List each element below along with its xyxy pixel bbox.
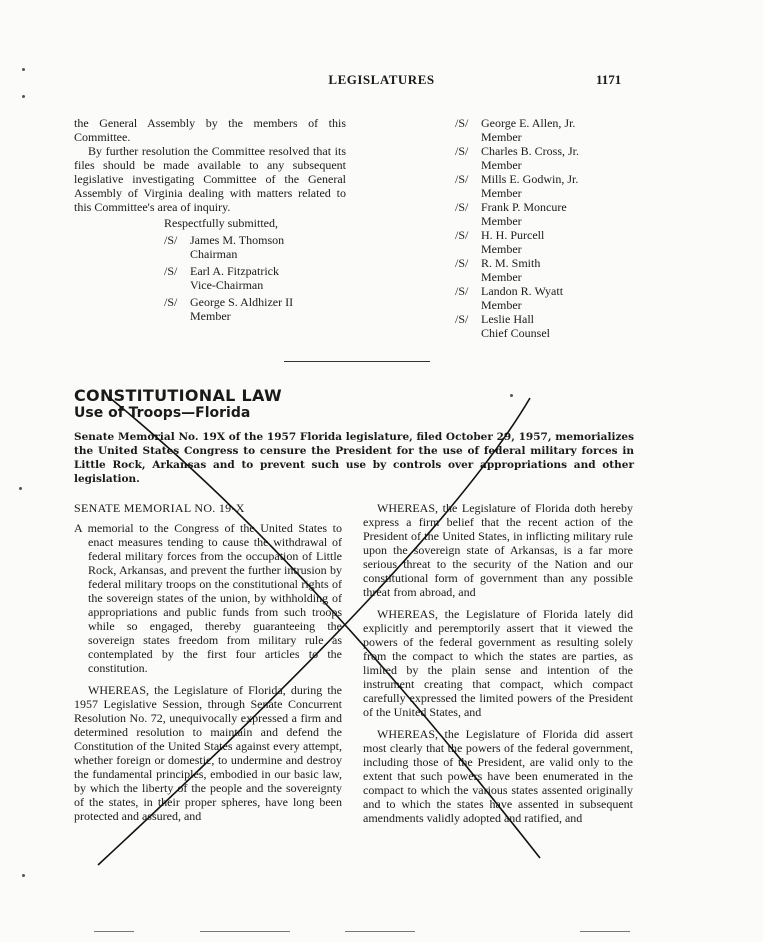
memorial-left-column	[74, 501, 342, 831]
signer-name: James M. Thomson	[190, 233, 285, 247]
section-subtitle: Use of Troops—Florida	[74, 405, 251, 421]
signature	[455, 172, 655, 200]
memorial-intro: A memorial to the Congress of the United States to enact measures tending to cause the withdrawal of federal military forces from the occupation of Little Rock, Arkansas, and prevent the further intrusion by federal military troops on the constitutional rights of the sovereign states of the union, by withholding of appropriations and public funds from such troops while so engaged, thereby guaranteeing the sovereign states freedom from military rule as contemplated by the first four articles to the constitution.	[74, 521, 342, 675]
margin-speck	[19, 487, 22, 490]
signer-role: Member	[481, 214, 522, 228]
committee-report-conclusion	[74, 116, 346, 326]
footer-rule	[345, 931, 415, 932]
signature	[455, 312, 655, 340]
signer-name: Earl A. Fitzpatrick	[190, 264, 279, 278]
signer-role: Member	[481, 186, 522, 200]
signature-mark: /S/	[455, 284, 469, 298]
signer-name: H. H. Purcell	[481, 228, 545, 242]
signer-role: Chairman	[190, 247, 238, 261]
signer-name: Frank P. Moncure	[481, 200, 567, 214]
memorial-heading: SENATE MEMORIAL NO. 19-X	[74, 501, 245, 515]
signer-role: Member	[190, 309, 231, 323]
signer-role: Chief Counsel	[481, 326, 550, 340]
signature-mark: /S/	[455, 144, 469, 158]
signer-name: R. M. Smith	[481, 256, 541, 270]
signature-mark: /S/	[164, 233, 178, 247]
signature	[455, 228, 655, 256]
margin-speck	[22, 95, 25, 98]
signature	[164, 295, 346, 323]
signature-mark: /S/	[455, 312, 469, 326]
signer-name: George S. Aldhizer II	[190, 295, 294, 309]
signer-name: Charles B. Cross, Jr.	[481, 144, 580, 158]
signature-mark: /S/	[455, 116, 469, 130]
signature-mark: /S/	[164, 264, 178, 278]
signature	[455, 144, 655, 172]
footer-rule	[200, 931, 290, 932]
footer-rule	[580, 931, 630, 932]
section-summary: Senate Memorial No. 19X of the 1957 Florida legislature, filed October 29, 1957, memorializes the United States Congress to censure the President for the use of federal military forces in Little Rock, Arkansas and to prevent such use by controls over appropriations and other legislation.	[74, 431, 634, 485]
signature-block-left	[74, 216, 346, 323]
whereas-clause: WHEREAS, the Legislature of Florida, during the 1957 Legislative Session, through Senate Concurrent Resolution No. 72, unequivocally expressed a firm and determined resolution to maintain and defend the Constitution of the United States against every attempt, whether foreign or domestic, to undermine and destroy the fundamental principles, embodied in our basic law, by which the liberty of the people and the sovereignty of the states, in their proper spheres, have long been protected and assured, and	[74, 683, 342, 823]
paragraph: By further resolution the Committee resolved that its files should be made available to any subsequent legislative investigating Committee of the General Assembly of Virginia dealing with matters related to this Committee's area of inquiry.	[74, 144, 346, 214]
whereas-clause: WHEREAS, the Legislature of Florida lately did explicitly and peremptorily assert that it viewed the powers of the federal government as resulting solely from the compact to which the states are parties, as limited by the plain sense and intention of the instrument creating that compact, which compact carefully expressed the limited powers of the President of the United States, and	[363, 607, 633, 719]
signer-name: Landon R. Wyatt	[481, 284, 564, 298]
signature	[455, 200, 655, 228]
margin-speck	[22, 874, 25, 877]
footer-rule	[94, 931, 134, 932]
signature	[164, 233, 346, 261]
signature	[164, 264, 346, 292]
signature-mark: /S/	[455, 172, 469, 186]
signature	[455, 116, 655, 144]
signature-mark: /S/	[455, 256, 469, 270]
signature-block-right	[455, 116, 655, 340]
margin-speck	[510, 394, 513, 397]
margin-speck	[22, 68, 25, 71]
signature-mark: /S/	[455, 200, 469, 214]
section-title: CONSTITUTIONAL LAW	[74, 386, 282, 405]
signature	[455, 256, 655, 284]
whereas-clause: WHEREAS, the Legislature of Florida doth hereby express a firm belief that the recent action of the President of the United States, in inflicting military rule upon the sovereign state of Arkansas, is a far more serious threat to the security of the Nation and our constitutional form of government than any possible threat from abroad, and	[363, 501, 633, 599]
signer-role: Member	[481, 130, 522, 144]
whereas-clause: WHEREAS, the Legislature of Florida did assert most clearly that the powers of the federal government, including those of the President, are valid only to the extent that such powers have been enumerated in the compact to which the various states assented originally and to which the states have assented in subsequent amendments validly adopted and ratified, and	[363, 727, 633, 825]
signer-role: Member	[481, 270, 522, 284]
signer-name: Mills E. Godwin, Jr.	[481, 172, 579, 186]
signature	[455, 284, 655, 312]
section-divider	[284, 361, 430, 362]
signer-name: George E. Allen, Jr.	[481, 116, 576, 130]
paragraph: the General Assembly by the members of this Committee.	[74, 116, 346, 144]
signer-role: Member	[481, 242, 522, 256]
signature-mark: /S/	[164, 295, 178, 309]
closing-line: Respectfully submitted,	[164, 216, 278, 230]
signer-role: Vice-Chairman	[190, 278, 264, 292]
signature-mark: /S/	[455, 228, 469, 242]
signer-role: Member	[481, 298, 522, 312]
memorial-right-column	[363, 501, 633, 833]
signer-role: Member	[481, 158, 522, 172]
running-header: LEGISLATURES	[328, 72, 435, 87]
page-number: 1171	[596, 72, 622, 87]
signer-name: Leslie Hall	[481, 312, 534, 326]
